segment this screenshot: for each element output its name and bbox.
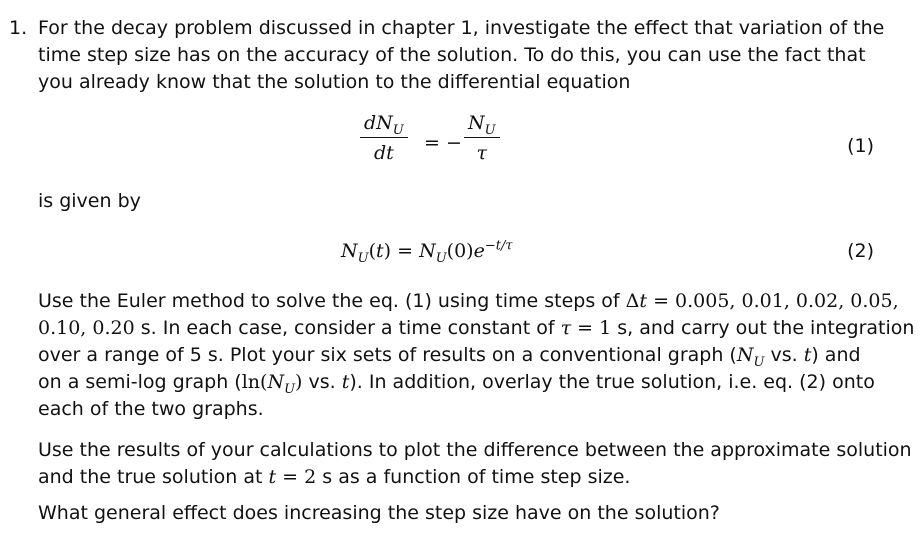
difference-line-2: and the true solution at t = 2 s as a function of time step size. [38, 466, 631, 488]
method-paragraph [38, 288, 915, 423]
difference-paragraph [38, 437, 912, 491]
eq1-rhs-fraction: $\frac{N_U}{\tau}$ [464, 112, 500, 164]
equation-2-label: (2) [847, 240, 874, 262]
intro-line-1: For the decay problem discussed in chapter 1, investigate the effect that variation of the [38, 17, 885, 39]
method-line-1: Use the Euler method to solve the eq. (1) using time steps of Δt = 0.005, 0.01, 0.02, 0.05, [38, 290, 899, 312]
difference-line-1: Use the results of your calculations to plot the difference between the approximate solution [38, 439, 912, 461]
equation-2: $N_U(t) = N_U(0)e^{-t/\tau}$ [341, 238, 513, 266]
intro-line-2: time step size has on the accuracy of the solution. To do this, you can use the fact that [38, 44, 866, 66]
equation-1 [360, 112, 530, 182]
equation-1-label: (1) [847, 135, 874, 157]
eq1-equals: = − [424, 132, 462, 154]
method-line-5: each of the two graphs. [38, 398, 264, 420]
method-line-2: 0.10, 0.20 s. In each case, consider a time constant of τ = 1 s, and carry out the integration [38, 317, 915, 339]
given-by-text: is given by [38, 190, 141, 212]
method-line-4: on a semi-log graph ($\ln(N_U)$ vs. t). In addition, overlay the true solution, i.e. eq. (2) onto [38, 371, 875, 397]
intro-paragraph [38, 15, 885, 96]
intro-line-3: you already know that the solution to the differential equation [38, 71, 631, 93]
eq1-lhs-fraction: $dN_U$ dt [360, 112, 408, 164]
question-text: What general effect does increasing the step size have on the solution? [38, 502, 720, 524]
problem-number: 1. [9, 17, 28, 39]
method-line-3: over a range of 5 s. Plot your six sets of results on a conventional graph ($N_U$ vs. t) and [38, 344, 861, 370]
